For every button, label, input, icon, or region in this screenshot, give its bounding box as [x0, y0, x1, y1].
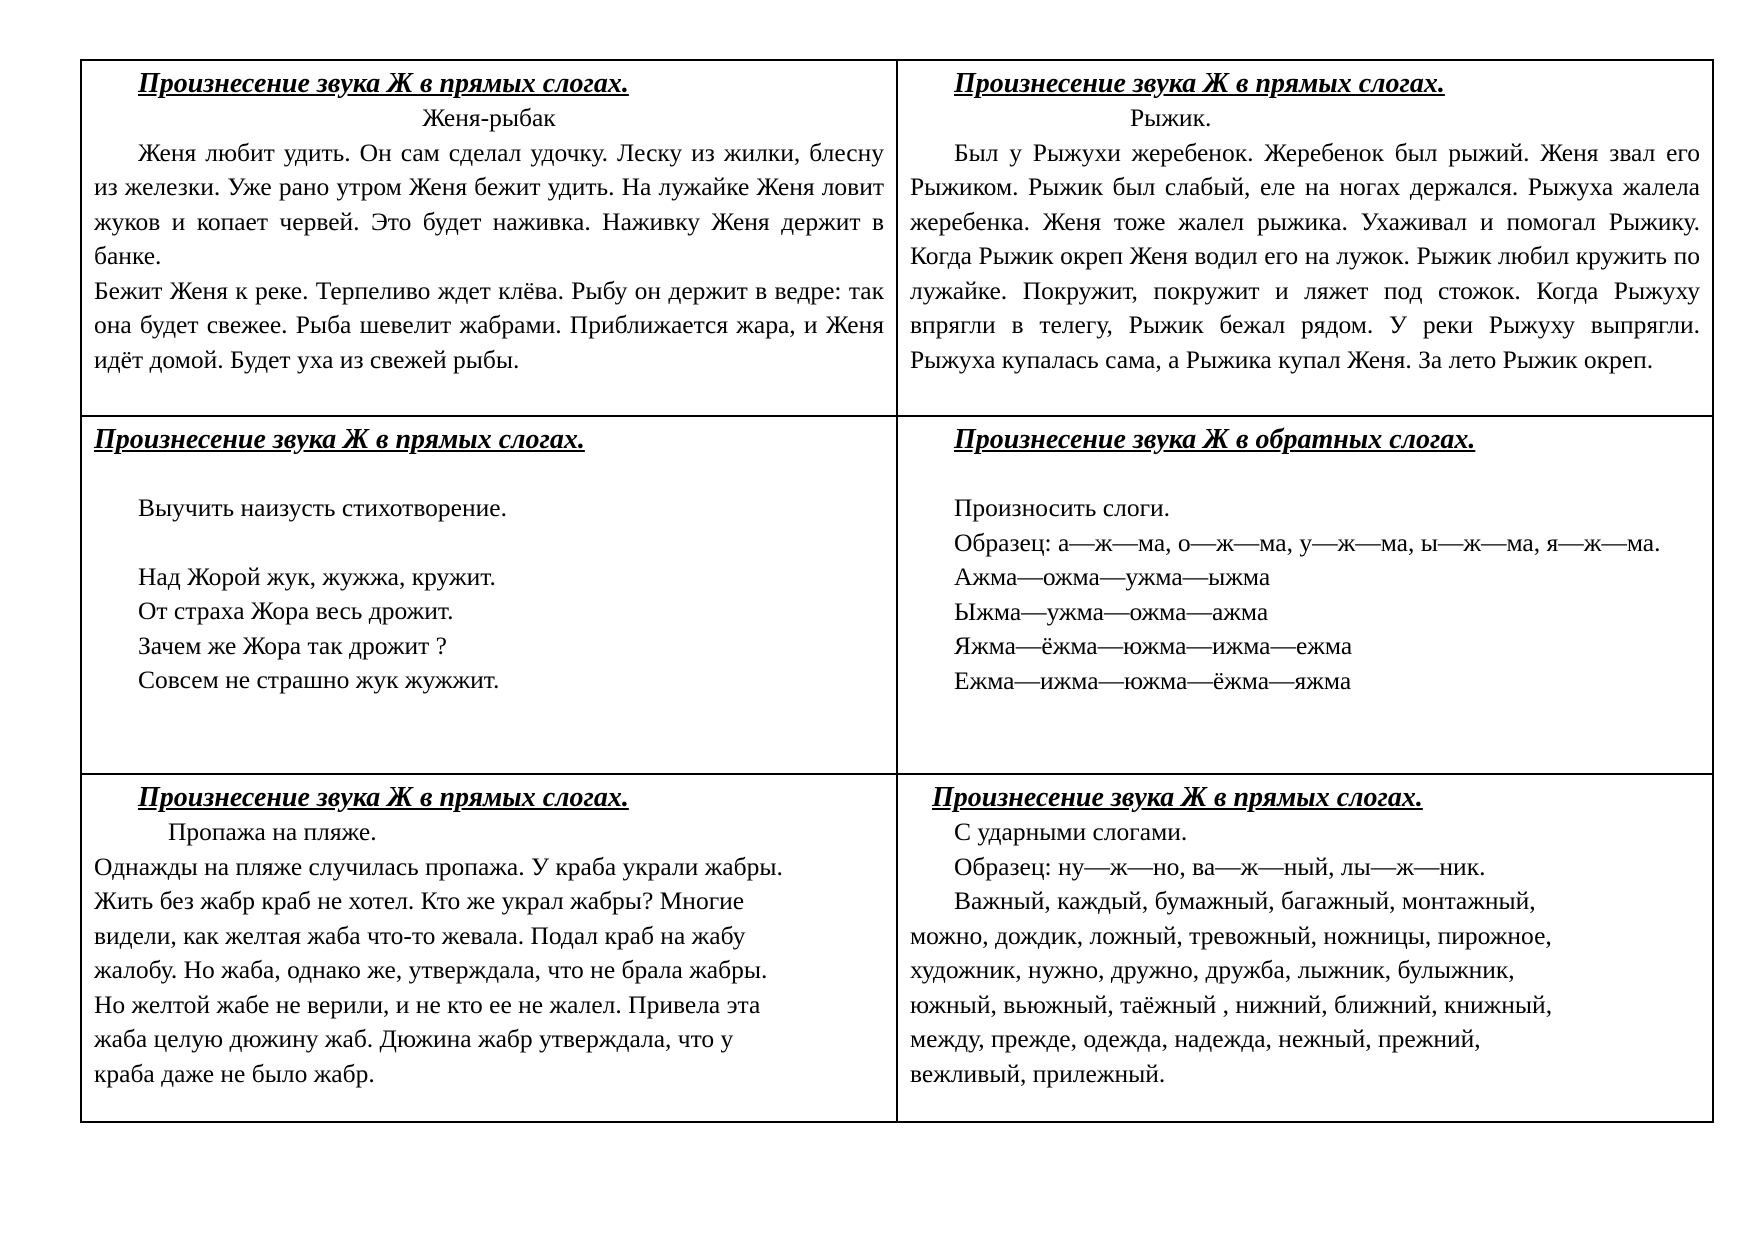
story-line: жаба целую дюжину жаб. Дюжина жабр утверждала, что у	[94, 1024, 734, 1053]
cards-table	[80, 59, 1714, 1123]
story-paragraph: Был у Рыжухи жеребенок. Жеребенок был рыжий. Женя звал его Рыжиком. Рыжик был слабый, еле на ногах держался. Рыжуха жалела жеребенка. Женя тоже жалел рыжика. Ухаживал и помогал Рыжику. Когда Рыжик окреп Женя водил его на лужок. Рыжик любил кружить по лужайке. Покружит, покружит и ляжет под стожок. Когда Рыжуху впрягли в телегу, Рыжик бежал рядом. У реки Рыжуху выпрягли. Рыжуха купалась сама, а Рыжика купал Женя. За лето Рыжик окреп.	[910, 137, 1700, 374]
story-line: краба даже не было жабр.	[94, 1058, 375, 1088]
instruction: Выучить наизусть стихотворение.	[138, 493, 507, 522]
story-title: Пропажа на пляже.	[168, 817, 377, 846]
card-title: Произнесение звука Ж в прямых слогах.	[954, 68, 1445, 99]
card-title: Произнесение звука Ж в прямых слогах.	[94, 424, 585, 455]
card-reverse-syllables	[897, 416, 1713, 774]
story-paragraph: Бежит Женя к реке. Терпеливо ждет клёва. Рыбу он держит в ведре: так она будет свежее. Рыба шевелит жабрами. Приближается жара, и Женя идёт домой. Будет уха из свежей рыбы.	[94, 275, 884, 374]
word-line: можно, дождик, ложный, тревожный, ножницы, пирожное,	[910, 920, 1552, 950]
card-title: Произнесение звука Ж в прямых слогах.	[138, 68, 629, 99]
story-line: видели, как желтая жаба что-то жевала. Подал краб на жабу	[94, 920, 746, 950]
card-propazha	[81, 774, 897, 1122]
word-line: между, прежде, одежда, надежда, нежный, прежний,	[910, 1024, 1481, 1053]
story-title: Женя-рыбак	[422, 103, 556, 132]
story-line: Однажды на пляже случилась пропажа. У краба украли жабры.	[94, 851, 783, 881]
story-line: Жить без жабр краб не хотел. Кто же украл жабры? Многие	[94, 886, 745, 915]
sample-line: Образец: ну—ж—но, ва—ж—ный, лы—ж—ник.	[954, 851, 1486, 881]
sample-line: Образец: а—ж—ма, о—ж—ма, у—ж—ма, ы—ж—ма, я—ж—ма.	[954, 527, 1661, 557]
spacer	[910, 457, 1700, 491]
word-line: вежливый, прилежный.	[910, 1058, 1166, 1088]
poem-line: Совсем не страшно жук жужжит.	[138, 665, 500, 694]
story-title: Рыжик.	[1130, 103, 1212, 132]
poem-line: Зачем же Жора так дрожит ?	[138, 630, 447, 660]
card-stressed-syllables	[897, 774, 1713, 1122]
card-poem	[81, 416, 897, 774]
worksheet	[80, 59, 1714, 1127]
card-title: Произнесение звука Ж в прямых слогах.	[138, 782, 629, 813]
instruction: С ударными слогами.	[954, 817, 1188, 846]
story-line: Но желтой жабе не верили, и не кто ее не жалел. Привела эта	[94, 989, 761, 1019]
story-paragraph: Женя любит удить. Он сам сделал удочку. Леску из жилки, блесну из железки. Уже рано утром Женя бежит удить. На лужайке Женя ловит жуков и копает червей. Это будет наживка. Наживку Женя держит в банке.	[94, 137, 884, 270]
syllable-line: Яжма—ёжма—южма—ижма—ежма	[954, 631, 1353, 660]
syllable-line: Ажма—ожма—ужма—ыжма	[954, 562, 1271, 591]
card-ryzhik	[897, 60, 1713, 416]
word-line: художник, нужно, дружно, дружба, лыжник, булыжник,	[910, 955, 1515, 984]
word-line: южный, вьюжный, таёжный , нижний, ближний, книжный,	[910, 989, 1553, 1019]
card-title: Произнесение звука Ж в прямых слогах.	[932, 782, 1423, 813]
word-line: Важный, каждый, бумажный, багажный, монтажный,	[954, 886, 1536, 915]
card-title: Произнесение звука Ж в обратных слогах.	[954, 424, 1476, 455]
syllable-line: Ыжма—ужма—ожма—ажма	[954, 596, 1269, 626]
story-line: жалобу. Но жаба, однако же, утверждала, что не брала жабры.	[94, 955, 768, 984]
card-zhenya-rybak	[81, 60, 897, 416]
syllable-line: Ежма—ижма—южма—ёжма—яжма	[954, 665, 1352, 695]
instruction: Произносить слоги.	[954, 493, 1171, 522]
spacer	[94, 526, 884, 560]
spacer	[94, 457, 884, 491]
poem-line: Над Жорой жук, жужжа, кружит.	[138, 561, 496, 591]
poem-line: От страха Жора весь дрожит.	[138, 596, 454, 625]
